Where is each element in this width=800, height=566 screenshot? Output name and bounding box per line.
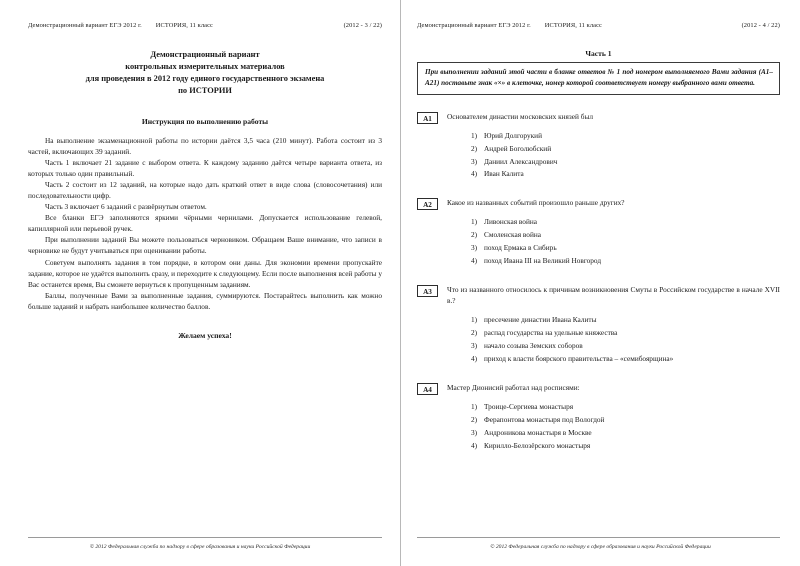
answer-option[interactable] bbox=[471, 255, 780, 268]
question-a2 bbox=[417, 198, 780, 268]
question-a4 bbox=[417, 383, 780, 453]
instruction-body bbox=[28, 135, 382, 312]
answer-option[interactable] bbox=[471, 401, 780, 414]
option-text: распад государства на удельные княжества bbox=[484, 328, 618, 338]
option-text: поход Ивана III на Великий Новгород bbox=[484, 256, 602, 266]
answer-option[interactable] bbox=[471, 440, 780, 453]
question-body bbox=[447, 112, 780, 182]
part-instruction-box: При выполнении заданий этой части в бланке ответов № 1 под номером выполняемого Вами задания (A1–A21) поставьте знак «×» в клеточке, номер которой соответствует номеру выбранного вами ответа. bbox=[417, 62, 780, 95]
question-tag: A3 bbox=[417, 285, 438, 297]
question-a1 bbox=[417, 112, 780, 182]
option-text: Ферапонтова монастыря под Вологдой bbox=[484, 415, 605, 425]
question-body bbox=[447, 285, 780, 366]
option-text: приход к власти боярского правительства – «семибоярщина» bbox=[484, 354, 674, 364]
answer-option[interactable] bbox=[471, 216, 780, 229]
option-text: Троице-Сергиева монастыря bbox=[484, 402, 574, 412]
option-text: Ливонская война bbox=[484, 217, 537, 227]
option-number: 1) bbox=[471, 130, 478, 140]
option-number: 1) bbox=[471, 402, 478, 412]
instruction-paragraph: Советуем выполнять задания в том порядке, в котором они даны. Для экономии времени пропускайте задание, которое не удаётся выполнить сразу, и переходите к следующему. Если после выполнения всей работы у Вас останется время, Вы сможете вернуться к пропущенным заданиям. bbox=[28, 257, 382, 289]
option-number: 3) bbox=[471, 341, 478, 351]
option-text: поход Ермака в Сибирь bbox=[484, 243, 557, 253]
running-head-variant: Демонстрационный вариант ЕГЭ 2012 г. bbox=[417, 22, 531, 29]
instruction-paragraph: Баллы, полученные Вами за выполненные задания, суммируются. Постарайтесь выполнить как можно больше заданий и набрать наибольшее количество баллов. bbox=[28, 290, 382, 311]
option-number: 2) bbox=[471, 328, 478, 338]
answer-option[interactable] bbox=[471, 314, 780, 327]
good-luck-message: Желаем успеха! bbox=[178, 330, 232, 340]
footer-copyright-left: © 2012 Федеральная служба по надзору в сфере образования и науки Российской Федерации bbox=[89, 544, 311, 550]
option-text: Даниил Александрович bbox=[484, 156, 558, 166]
option-text: Юрий Долгорукий bbox=[484, 130, 542, 140]
answer-option[interactable] bbox=[471, 156, 780, 169]
option-text: Андроникова монастыря в Москве bbox=[484, 428, 592, 438]
option-number: 3) bbox=[471, 156, 478, 166]
footer-divider-left bbox=[28, 537, 382, 538]
answer-option[interactable] bbox=[471, 242, 780, 255]
instruction-paragraph: Все бланки ЕГЭ заполняются яркими чёрными чернилами. Допускается использование гелевой, капиллярной или перьевой ручек. bbox=[28, 213, 382, 234]
option-number: 2) bbox=[471, 230, 478, 240]
title-line-2: контрольных измерительных материалов bbox=[125, 61, 285, 71]
option-number: 1) bbox=[471, 217, 478, 227]
answer-options bbox=[447, 216, 780, 268]
question-body bbox=[447, 198, 780, 268]
running-head-subject: ИСТОРИЯ, 11 класс bbox=[544, 22, 602, 29]
answer-option[interactable] bbox=[471, 168, 780, 181]
question-stem: Основателем династии московских князей был bbox=[447, 111, 594, 121]
question-body bbox=[447, 383, 780, 453]
answer-option[interactable] bbox=[471, 229, 780, 242]
running-head-page-ref: (2012 - 3 / 22) bbox=[343, 22, 382, 29]
page-right bbox=[400, 0, 800, 566]
option-text: Смоленская война bbox=[484, 230, 542, 240]
instruction-paragraph: При выполнении заданий Вы можете пользоваться черновиком. Обращаем Ваше внимание, что записи в черновике не будут учитываться при оценивании работы. bbox=[28, 235, 382, 256]
title-line-1: Демонстрационный вариант bbox=[150, 50, 260, 59]
answer-option[interactable] bbox=[471, 427, 780, 440]
instruction-paragraph: Часть 1 включает 21 задание с выбором ответа. К каждому заданию даётся четыре варианта ответа, из которых только один правильный. bbox=[28, 157, 382, 178]
question-tag: A1 bbox=[417, 112, 438, 124]
running-head-subject: ИСТОРИЯ, 11 класс bbox=[155, 22, 213, 29]
answer-options bbox=[447, 401, 780, 453]
option-number: 3) bbox=[471, 243, 478, 253]
instruction-paragraph: Часть 3 включает 6 заданий с развёрнутым ответом. bbox=[45, 202, 207, 212]
question-tag: A2 bbox=[417, 198, 438, 210]
instruction-heading: Инструкция по выполнению работы bbox=[141, 116, 269, 126]
option-text: Иван Калита bbox=[484, 169, 524, 179]
question-tag: A4 bbox=[417, 383, 438, 395]
running-head-left bbox=[28, 22, 382, 29]
running-head-page-ref: (2012 - 4 / 22) bbox=[741, 22, 780, 29]
question-stem: Что из названного относилось к причинам возникновения Смуты в Российском государстве в начале XVII в.? bbox=[447, 285, 780, 306]
answer-option[interactable] bbox=[471, 340, 780, 353]
running-head-variant: Демонстрационный вариант ЕГЭ 2012 г. bbox=[28, 22, 142, 29]
title-line-4: по ИСТОРИИ bbox=[178, 85, 232, 95]
option-number: 4) bbox=[471, 169, 478, 179]
question-stem: Мастер Дионисий работал над росписями: bbox=[447, 383, 580, 393]
question-a3 bbox=[417, 285, 780, 366]
instruction-paragraph: На выполнение экзаменационной работы по истории даётся 3,5 часа (210 минут). Работа состоит из 3 частей, включающих 39 заданий. bbox=[28, 135, 382, 156]
option-text: пресечение династии Ивана Калиты bbox=[484, 315, 597, 325]
option-number: 4) bbox=[471, 354, 478, 364]
answer-option[interactable] bbox=[471, 143, 780, 156]
answer-option[interactable] bbox=[471, 414, 780, 427]
footer-copyright-right: © 2012 Федеральная служба по надзору в сфере образования и науки Российской Федерации bbox=[490, 544, 711, 550]
option-text: Кирилло-Белозёрского монастыря bbox=[484, 441, 591, 451]
title-line-3: для проведения в 2012 году единого государственного экзамена bbox=[85, 73, 325, 83]
option-number: 4) bbox=[471, 256, 478, 266]
document-title bbox=[28, 49, 382, 97]
answer-option[interactable] bbox=[471, 353, 780, 366]
option-number: 3) bbox=[471, 428, 478, 438]
option-text: начало созыва Земских соборов bbox=[484, 341, 583, 351]
option-number: 1) bbox=[471, 315, 478, 325]
answer-option[interactable] bbox=[471, 327, 780, 340]
option-number: 4) bbox=[471, 441, 478, 451]
instruction-paragraph: Часть 2 состоит из 12 заданий, на которые надо дать краткий ответ в виде слова (словосочетания) или последовательности цифр. bbox=[28, 180, 382, 201]
option-number: 2) bbox=[471, 415, 478, 425]
answer-options bbox=[447, 314, 780, 366]
footer-divider-right bbox=[417, 537, 780, 538]
answer-option[interactable] bbox=[471, 130, 780, 143]
option-text: Андрей Боголюбский bbox=[484, 143, 552, 153]
running-head-right bbox=[417, 22, 780, 29]
option-number: 2) bbox=[471, 143, 478, 153]
question-stem: Какое из названных событий произошло раньше других? bbox=[447, 198, 625, 208]
answer-options bbox=[447, 130, 780, 182]
part-title: Часть 1 bbox=[585, 49, 612, 58]
